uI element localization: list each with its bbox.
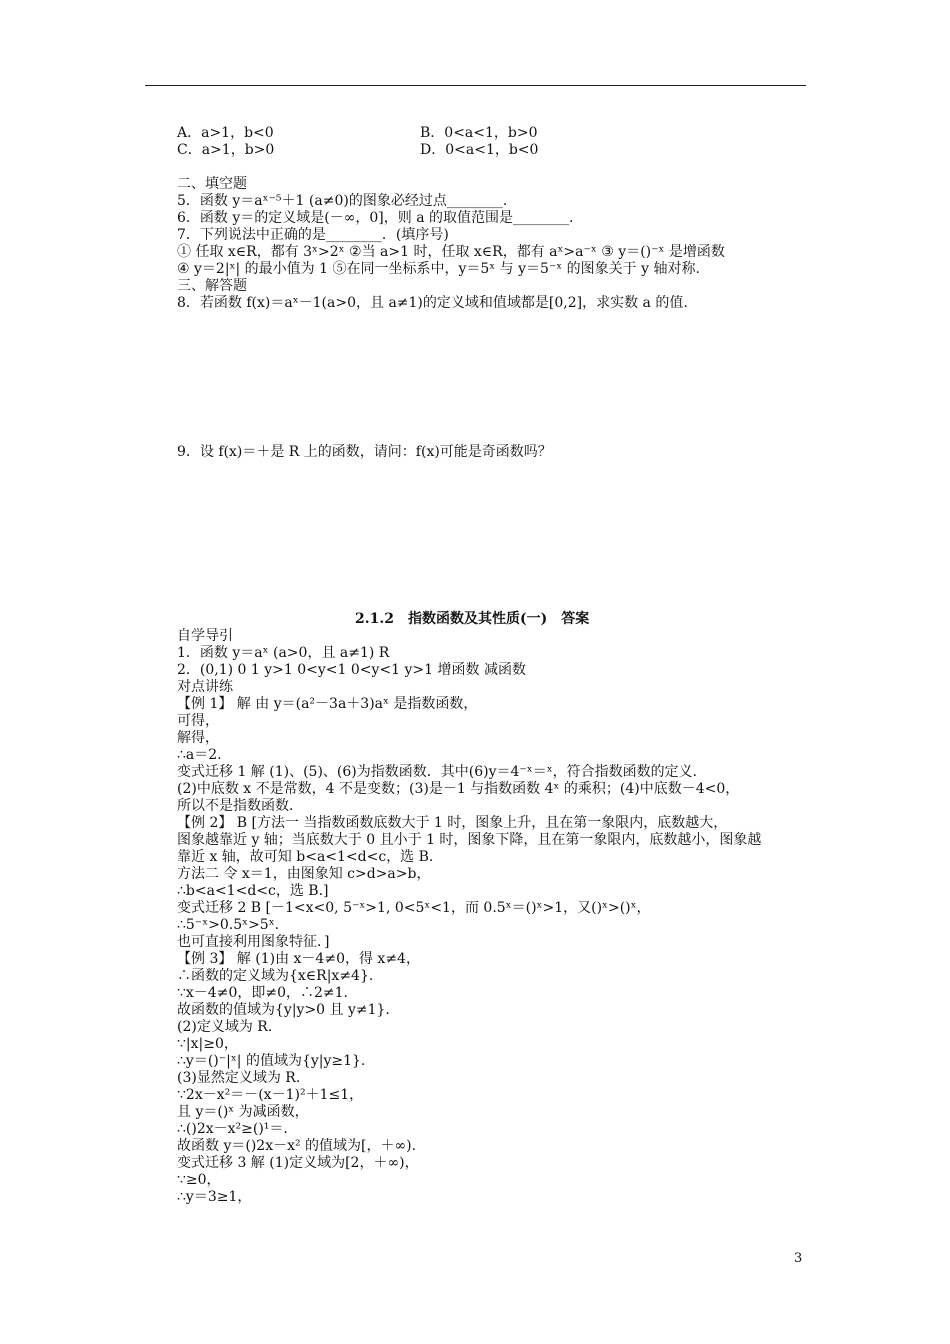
answer-line: ∵x－4≠0，即≠0，∴2≠1. — [177, 985, 348, 1001]
answer-line: 也可直接利用图象特征．] — [177, 934, 330, 950]
question-5: 5．函数 y＝aˣ⁻⁵＋1 (a≠0)的图象必经过点________. — [177, 193, 508, 209]
answer-line: 故函数的值域为{y|y>0 且 y≠1}. — [177, 1002, 390, 1018]
question-6: 6．函数 y＝的定义域是(－∞，0]，则 a 的取值范围是________. — [177, 210, 574, 226]
answers-title: 2.1.2 指数函数及其性质(一) 答案 — [355, 611, 590, 627]
answer-line: 变式迁移 1 解 (1)、(5)、(6)为指数函数．其中(6)y＝4⁻ˣ＝ˣ，符合指数函数的定义． — [177, 764, 707, 780]
answer-line: ∴5⁻ˣ>0.5ˣ>5ˣ. — [177, 917, 280, 933]
solve-heading: 三、解答题 — [177, 278, 247, 294]
answer-line: 所以不是指数函数． — [177, 798, 303, 814]
answer-line: 对点讲练 — [177, 679, 233, 695]
answer-line: 解得， — [177, 730, 219, 746]
answer-line: ∵2x－x²＝－(x－1)²＋1≤1， — [177, 1087, 364, 1103]
question-7-statements-1: ① 任取 x∈R，都有 3ˣ>2ˣ ②当 a>1 时，任取 x∈R，都有 aˣ>a⁻ˣ ③ y＝()⁻ˣ 是增函数 — [177, 244, 725, 260]
answer-line: 图象越靠近 y 轴；当底数大于 0 且小于 1 时，图象下降，且在第一象限内，底数越小，图象越 — [177, 832, 762, 848]
answer-line: 靠近 x 轴，故可知 b<a<1<d<c，选 B. — [177, 849, 434, 865]
answer-line: 【例 2】 B [方法一 当指数函数底数大于 1 时，图象上升，且在第一象限内，底数越大， — [177, 815, 728, 831]
question-8: 8．若函数 f(x)＝aˣ－1(a>0，且 a≠1)的定义域和值域都是[0,2]，求实数 a 的值. — [177, 295, 688, 311]
answer-line: 可得， — [177, 713, 219, 729]
answer-line: ∴()2x－x²≥()¹＝. — [177, 1121, 288, 1137]
answer-line: 【例 3】 解 (1)由 x－4≠0，得 x≠4， — [177, 951, 420, 967]
question-7-statements-2: ④ y＝2|ˣ| 的最小值为 1 ⑤在同一坐标系中，y＝5ˣ 与 y＝5⁻ˣ 的图象关于 y 轴对称. — [177, 261, 700, 277]
answer-line: (3)显然定义域为 R. — [177, 1070, 301, 1086]
question-7: 7．下列说法中正确的是________．(填序号) — [177, 227, 449, 243]
answer-line: 故函数 y＝()2x－x² 的值域为[，＋∞). — [177, 1138, 417, 1154]
answer-line: ∴a＝2. — [177, 747, 222, 763]
answer-line: ∵|x|≥0， — [177, 1036, 238, 1052]
answer-line: ∵≥0， — [177, 1172, 221, 1188]
answer-line: 变式迁移 3 解 (1)定义域为[2，＋∞)， — [177, 1155, 419, 1171]
answer-line: 【例 1】 解 由 y＝(a²－3a＋3)aˣ 是指数函数， — [177, 696, 478, 712]
answer-line: 自学导引 — [177, 628, 233, 644]
answer-line: ∴b<a<1<d<c，选 B.] — [177, 883, 329, 899]
answer-line: ∴函数的定义域为{x∈R|x≠4}. — [177, 968, 374, 984]
option-b: B．0<a<1，b>0 — [420, 125, 538, 141]
option-a: A．a>1，b<0 — [177, 125, 274, 141]
answer-line: 2．(0,1) 0 1 y>1 0<y<1 0<y<1 y>1 增函数 减函数 — [177, 662, 526, 678]
answer-line: 1．函数 y＝aˣ (a>0，且 a≠1) R — [177, 645, 390, 661]
answer-line: 方法二 令 x＝1，由图象知 c>d>a>b， — [177, 866, 431, 882]
page-number: 3 — [794, 1251, 803, 1266]
answer-line: ∴y＝()⁻|ˣ| 的值域为{y|y≥1}. — [177, 1053, 366, 1069]
option-c: C．a>1，b>0 — [177, 142, 275, 158]
option-d: D．0<a<1，b<0 — [420, 142, 539, 158]
answer-line: (2)中底数 x 不是常数，4 不是变数；(3)是－1 与指数函数 4ˣ 的乘积；(4)中底数－4<0， — [177, 781, 740, 797]
header-rule — [145, 85, 806, 86]
answer-line: (2)定义域为 R. — [177, 1019, 273, 1035]
question-9: 9．设 f(x)＝＋是 R 上的函数，请问：f(x)可能是奇函数吗？ — [177, 444, 552, 460]
fill-in-heading: 二、填空题 — [177, 176, 247, 192]
answer-line: 变式迁移 2 B [－1<x<0, 5⁻ˣ>1, 0<5ˣ<1，而 0.5ˣ＝()ˣ>1，又()ˣ>()ˣ， — [177, 900, 651, 916]
answer-line: 且 y＝()ˣ 为减函数， — [177, 1104, 309, 1120]
answer-line: ∴y＝3≥1， — [177, 1189, 252, 1205]
